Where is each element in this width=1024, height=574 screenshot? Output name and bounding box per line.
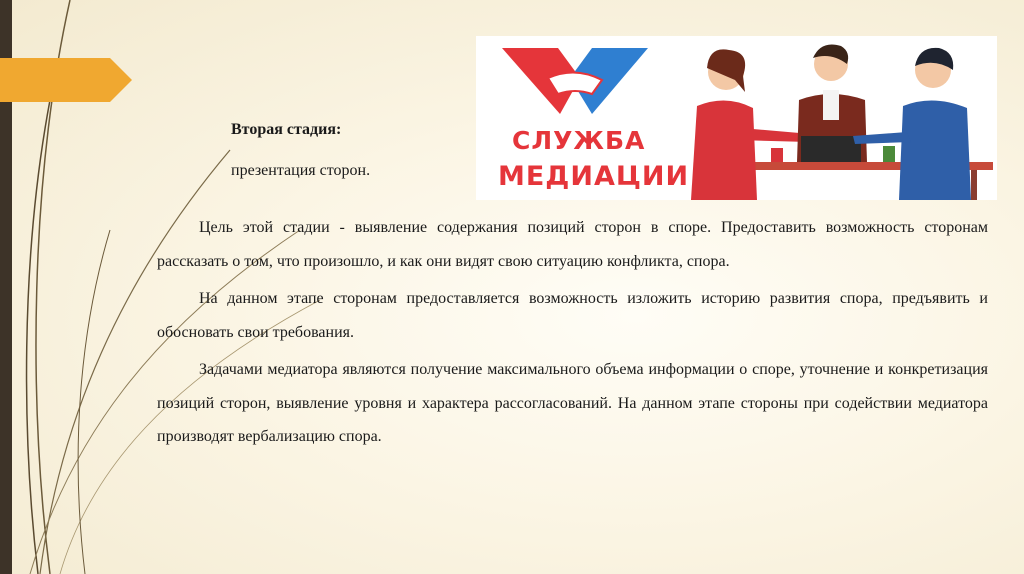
stage-subheading: презентация сторон. xyxy=(231,162,371,179)
paragraph-tasks: Задачами медиатора являются получение максимального объема информации о споре, уточнение и конкретизация позиций сторон, выявление уровня и характера рассогласований. На данном этапе стороны при содействии медиатора производят вербализацию спора. xyxy=(157,361,988,445)
paragraph-stage: На данном этапе сторонам предоставляется возможность изложить историю развития спора, предъявить и обосновать свои требования. xyxy=(157,290,988,341)
logo-line1: СЛУЖБА xyxy=(512,126,646,155)
mediation-service-logo xyxy=(476,36,997,200)
paragraph-goal: Цель этой стадии - выявление содержания позиций сторон в споре. Предоставить возможность сторонам рассказать о том, что произошло, и как они видят свою ситуацию конфликта, спора. xyxy=(157,219,988,270)
stage-heading: Вторая стадия: xyxy=(231,121,342,138)
slide-body xyxy=(157,211,988,458)
handshake-icon xyxy=(500,44,650,126)
accent-arrow-tab xyxy=(0,58,132,102)
meeting-people-illustration xyxy=(671,36,997,200)
logo-line2: МЕДИАЦИИ xyxy=(498,161,690,192)
